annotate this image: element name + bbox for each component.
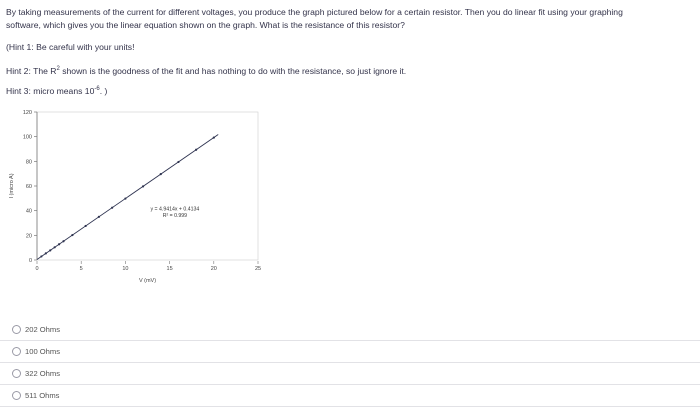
data-point <box>45 252 47 254</box>
fit-equation-label: y = 4.9414x + 0.4134 <box>150 206 200 213</box>
data-point <box>49 249 51 251</box>
y-tick-label: 40 <box>25 208 32 215</box>
radio-button[interactable] <box>12 391 21 400</box>
answer-option-3[interactable] <box>0 362 700 385</box>
y-axis-label: I (micro A) <box>9 173 15 199</box>
data-point <box>71 234 73 236</box>
data-point <box>54 246 56 248</box>
y-tick-label: 100 <box>22 134 32 141</box>
data-point <box>85 225 87 227</box>
hint-2-post: shown is the goodness of the fit and has nothing to do with the resistance, so just ignore it. <box>59 66 407 76</box>
data-point <box>177 161 179 163</box>
data-point <box>124 197 126 199</box>
data-point <box>40 255 42 257</box>
data-point <box>58 243 60 245</box>
y-tick-label: 80 <box>25 159 32 166</box>
chart-svg <box>0 102 280 302</box>
data-point <box>195 149 197 151</box>
hint-3 <box>6 86 107 96</box>
radio-button[interactable] <box>12 325 21 334</box>
x-tick-label: 25 <box>254 266 262 272</box>
answer-option-2[interactable] <box>0 340 700 363</box>
hint-1: (Hint 1: Be careful with your units! <box>6 42 135 52</box>
hint-3-sup: -6 <box>94 86 100 92</box>
data-point <box>160 173 162 175</box>
x-tick-label: 10 <box>122 266 129 272</box>
question-line-1: By taking measurements of the current for different voltages, you produce the graph pictured below for a certain resistor. Then you do linear fit using your graphing <box>6 7 623 17</box>
x-tick-label: 20 <box>210 266 217 272</box>
data-point <box>98 216 100 218</box>
x-tick-label: 5 <box>79 266 83 272</box>
x-axis-label: V (mV) <box>138 278 157 284</box>
radio-button[interactable] <box>12 347 21 356</box>
data-point <box>111 207 113 209</box>
data-point <box>62 240 64 242</box>
hint-3-pre: Hint 3: micro means 10 <box>6 86 95 96</box>
hint-2-sup: 2 <box>56 66 60 72</box>
data-point <box>142 185 144 187</box>
data-point <box>213 137 215 139</box>
radio-button[interactable] <box>12 369 21 378</box>
answer-label: 100 Ohms <box>25 346 61 356</box>
plot-frame <box>37 112 258 260</box>
iv-graph <box>0 102 280 302</box>
y-tick-label: 120 <box>22 110 32 116</box>
question-line-2: software, which gives you the linear equation shown on the graph. What is the resistance of this resistor? <box>6 20 405 30</box>
answer-label: 511 Ohms <box>25 390 60 400</box>
y-tick-label: 0 <box>28 258 32 264</box>
answer-option-1[interactable] <box>0 318 700 341</box>
x-tick-label: 15 <box>166 266 173 272</box>
hint-2-pre: Hint 2: The R <box>6 66 57 76</box>
hint-3-post: . ) <box>99 86 108 96</box>
y-tick-label: 20 <box>25 233 32 240</box>
r-squared-label: R² = 0.999 <box>162 212 188 219</box>
answer-label: 322 Ohms <box>25 368 61 378</box>
question-text <box>6 6 696 32</box>
answer-label: 202 Ohms <box>25 324 61 334</box>
answer-option-4[interactable] <box>0 384 700 407</box>
y-tick-label: 60 <box>25 184 32 190</box>
hint-2 <box>6 66 406 76</box>
x-tick-label: 0 <box>35 266 39 272</box>
